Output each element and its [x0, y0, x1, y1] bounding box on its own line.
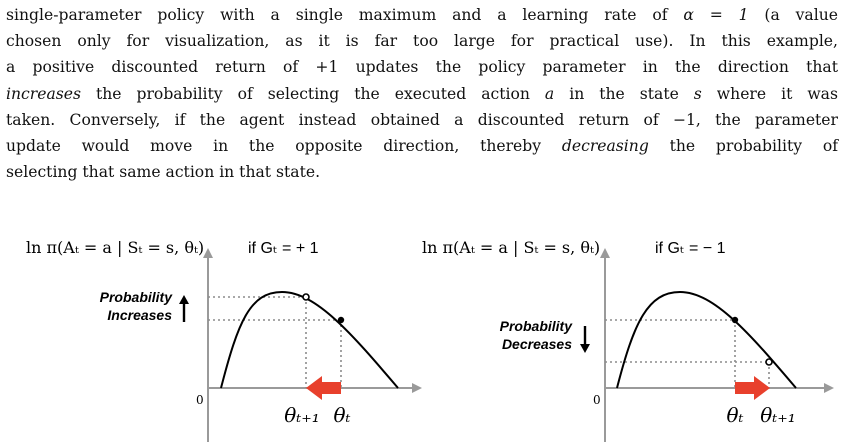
theta-next-point	[766, 359, 772, 365]
theta-next-label: θₜ₊₁	[284, 403, 320, 427]
figure-positive-return	[0, 222, 422, 444]
theta-current-point	[732, 317, 738, 323]
annotation-line-2: Decreases	[501, 336, 572, 352]
paragraph-line-5: taken. Conversely, if the agent instead obtained a discounted return of −1, the parameter	[6, 110, 838, 129]
theta-current-label: θₜ	[726, 403, 744, 427]
figure-negative-svg	[398, 222, 844, 444]
update-arrow	[735, 376, 770, 400]
probability-down-arrowhead	[580, 344, 590, 353]
paragraph-line-4: increases the probability of selecting the executed action a in the state s where it was	[6, 84, 838, 103]
figure-negative-return	[398, 222, 844, 444]
annotation-line-1: Probability	[99, 289, 172, 305]
probability-up-arrowhead	[179, 295, 189, 304]
origin-label: 0	[196, 393, 204, 407]
log-prob-curve	[221, 292, 398, 388]
y-axis-label: ln π(Aₜ = a | Sₜ = s, θₜ)	[422, 238, 601, 257]
annotation-line-1: Probability	[499, 318, 572, 334]
paragraph-line-6: update would move in the opposite direction, thereby decreasing the probability of	[6, 137, 838, 156]
annotation-line-2: Increases	[107, 307, 172, 323]
theta-next-label: θₜ₊₁	[760, 403, 796, 427]
theta-next-point	[303, 294, 309, 300]
paragraph-line-7: selecting that same action in that state.	[6, 163, 321, 182]
condition-label: if Gₜ = + 1	[248, 240, 319, 257]
theta-current-point	[338, 317, 344, 323]
origin-label: 0	[593, 393, 601, 407]
paragraph-line-2: chosen only for visualization, as it is far too large for practical use). In this example,	[6, 32, 838, 51]
theta-current-label: θₜ	[333, 403, 351, 427]
y-axis-label: ln π(Aₜ = a | Sₜ = s, θₜ)	[26, 238, 205, 257]
figure-positive-svg	[0, 222, 422, 444]
update-arrow	[306, 376, 341, 400]
condition-label: if Gₜ = − 1	[655, 240, 726, 257]
paragraph-line-3: a positive discounted return of +1 updates the policy parameter in the direction that	[6, 58, 838, 77]
paragraph-line-1: single-parameter policy with a single maximum and a learning rate of α = 1 (a value	[6, 6, 838, 24]
body-paragraph	[6, 2, 838, 185]
